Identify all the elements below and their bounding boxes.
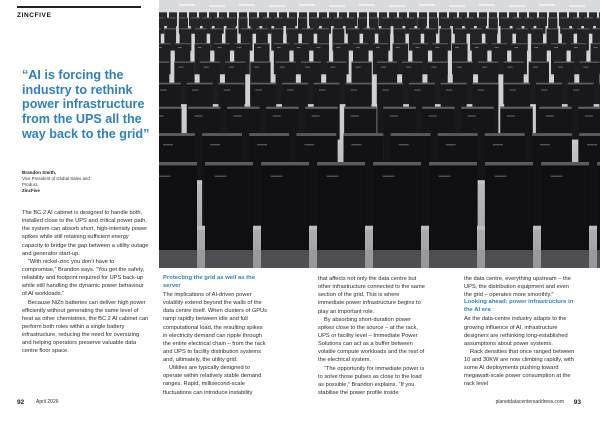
section-heading-ai-era: Looking ahead: power infrastructure in the AI era <box>464 299 574 314</box>
left-paragraph: Because NiZn batteries can deliver high power efficiently without generating the same level of heat as other chemistries, the BC 2 AI cabinet can perform both roles within a single battery infrastructure, reducing the need for oversizing and helping operators preserve valuable data centre floor space. <box>22 299 149 355</box>
issue-date: April 2026 <box>36 399 59 405</box>
body-paragraph: Utilities are typically designed to operate within relatively stable demand ranges. Rapid, millisecond-scale fluctuations can introduce instability <box>163 365 262 396</box>
page-number-right: 93 <box>573 399 581 406</box>
pull-quote: “AI is forcing the industry to rethink power infrastructure from the UPS all the way back to the grid” <box>22 68 150 141</box>
section-heading-grid: Protecting the grid as well as the server <box>163 275 255 289</box>
server-racks-illustration <box>159 0 600 268</box>
text-column-c <box>318 275 426 397</box>
quote-author-name: Brandon Smith, <box>22 170 57 175</box>
text-column-d <box>464 275 576 389</box>
server-hall-photo <box>159 0 600 268</box>
body-paragraph: “The opportunity for immediate power is to solve those pulses as close to the load as possible,” Brandon explains. “If you stabilise the power profile inside <box>318 365 425 396</box>
brand-label: ZINCFIVE <box>17 12 52 19</box>
left-paragraph: “With nickel-zinc you don’t have to compromise,” Brandon says. “You get the safety, reliability and footprint required for UPS back-up while still handling the dynamic power behaviour of AI workloads.” <box>22 258 145 298</box>
body-paragraph: that affects not only the data centre but other infrastructure connected to the same section of the grid. This is where immediate power infrastructure begins to play an important role. <box>318 276 425 315</box>
quote-author-role: Vice President of Global Sales and Product, <box>22 176 90 187</box>
body-paragraph: By absorbing short-duration power spikes close to the source – at the rack, UPS or facility level – Immediate Power Solutions can act as a buffer between volatile compute workloads and the rest of the electrical system. <box>318 316 425 364</box>
left-paragraph: The BC 2 AI cabinet is designed to handle both, installed close to the UPS and critical power path, the system can absorb short, high-intensity power spikes while still retaining sufficient energy capacity to bridge the gap between a utility outage and generator start-up. <box>22 210 149 257</box>
header-rule <box>17 6 141 8</box>
text-column-b <box>163 275 268 397</box>
body-paragraph: Rack densities that once ranged between 10 and 30KW are now climbing rapidly, with some AI deployments pushing toward megawatt-scale power consumption at the rack level <box>464 348 575 388</box>
quote-author-company: ZincFive <box>22 188 40 193</box>
body-paragraph: The implications of AI-driven power volatility extend beyond the walls of the data centre itself. When clusters of GPUs ramp rapidly between idle and full computational load, the resulting spikes in electricity demand can ripple through the entire electrical chain – from the rack and UPS to facility distribution systems and, ultimately, the utility grid. <box>163 291 267 364</box>
page-number-left: 92 <box>17 399 25 406</box>
body-paragraph: As the data-centre industry adapts to the growing influence of AI, infrastructure designers are rethinking long-established assumptions about power systems. <box>464 316 568 347</box>
publication-url: planetdatacentersaddress.com <box>495 399 564 405</box>
body-paragraph: the data centre, everything upstream – the UPS, the distribution equipment and even the grid – operates more smoothly.” <box>464 276 571 299</box>
left-text-column <box>22 209 150 356</box>
